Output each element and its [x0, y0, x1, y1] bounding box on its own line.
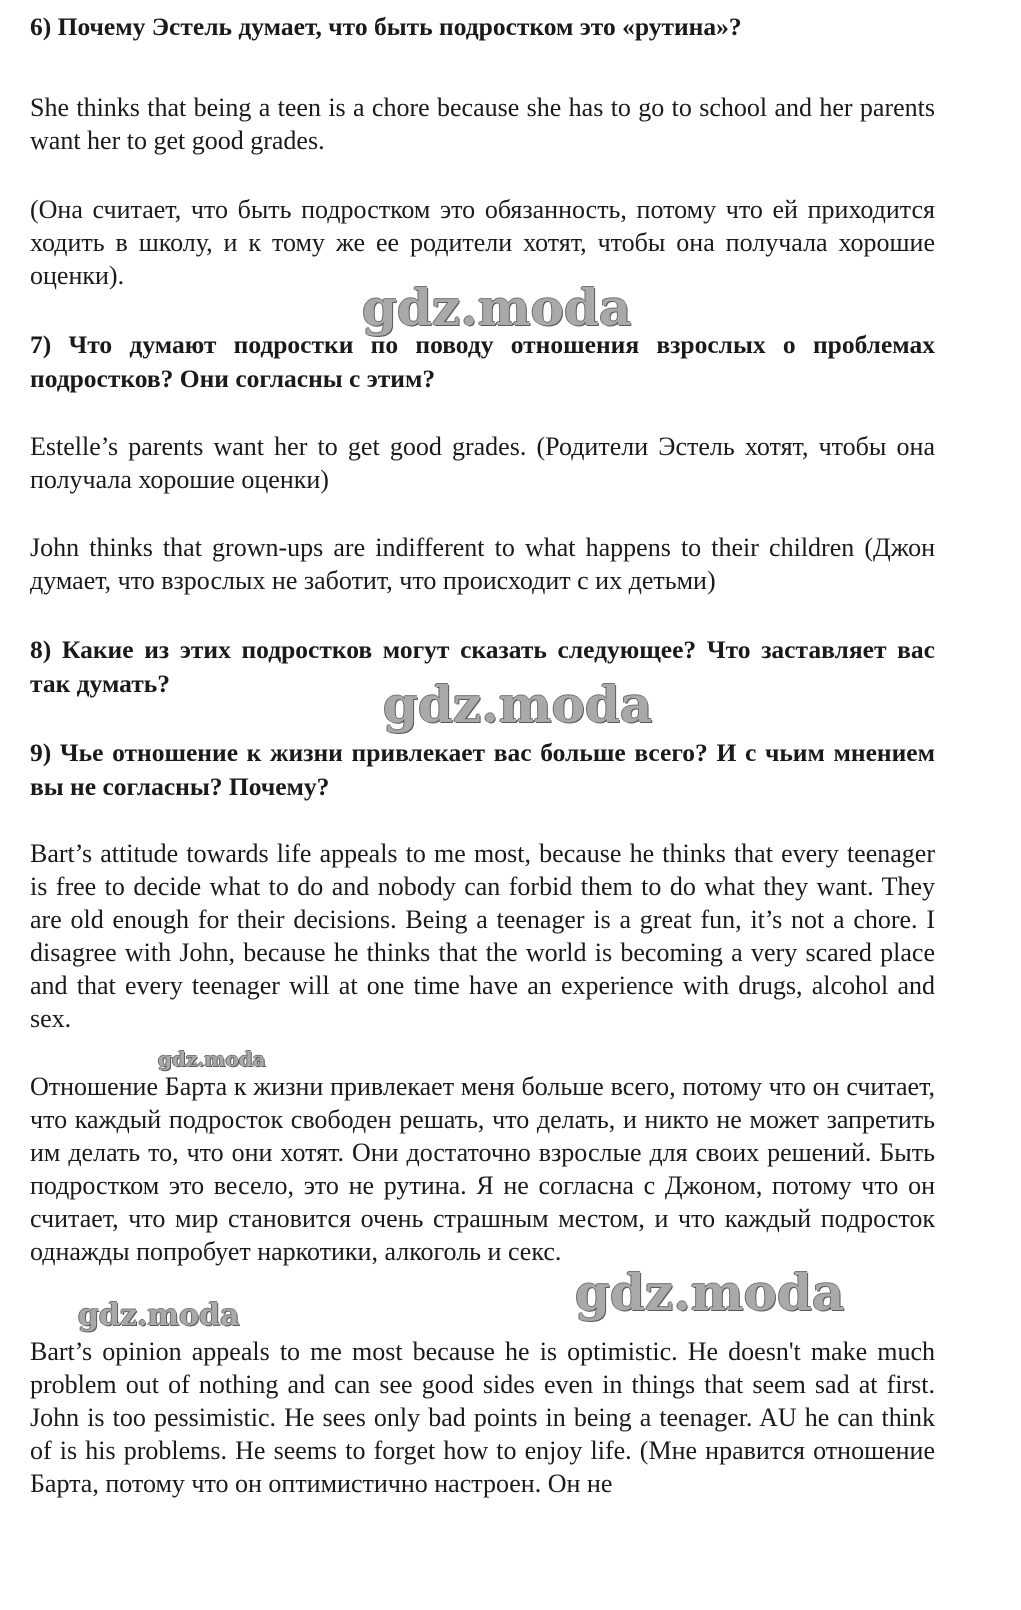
- answer-6-english: She thinks that being a teen is a chore because she has to go to school and her parents want her to get good grades.: [30, 93, 935, 155]
- answer-7-estelle: Estelle’s parents want her to get good grades. (Родители Эстель хотят, чтобы она получала хорошие оценки): [30, 432, 935, 494]
- watermark-logo: gdz.moda: [78, 1298, 240, 1333]
- watermark-logo: gdz.moda: [362, 278, 632, 337]
- answer-7-john: John thinks that grown-ups are indifferent to what happens to their children (Джон думает, что взрослых не заботит, что происходит с их детьми): [30, 533, 935, 595]
- answer-9-english-2: Bart’s opinion appeals to me most because he is optimistic. He doesn't make much problem out of nothing and can see good sides even in things that seem sad at first. John is too pessimistic. He sees only bad points in being a teenager. AU he can think of is his problems. He seems to forget how to enjoy life. (Мне нравится отношение Барта, потому что он оптимистично настроен. Он не: [30, 1337, 935, 1498]
- question-7: 7) Что думают подростки по поводу отношения взрослых о проблемах подростков? Они согласны с этим?: [30, 330, 935, 393]
- answer-9-russian: Отношение Барта к жизни привлекает меня больше всего, потому что он считает, что каждый подросток свободен решать, что делать, и никто не может запретить им делать то, что они хотят. Они достаточно взрослые для своих решений. Быть подростком это весело, это не рутина. Я не согласна с Джоном, потому что он считает, что мир становится очень страшным местом, и что каждый подросток однажды попробует наркотики, алкоголь и секс.: [30, 1072, 935, 1266]
- question-8: 8) Какие из этих подростков могут сказать следующее? Что заставляет вас так думать?: [30, 635, 935, 698]
- watermark-logo: gdz.moda: [575, 1263, 845, 1322]
- answer-9-english: Bart’s attitude towards life appeals to me most, because he thinks that every teenager is free to decide what to do and nobody can forbid them to do what they want. They are old enough for their decisions. Being a teenager is a great fun, it’s not a chore. I disagree with John, because he thinks that the world is becoming a very scared place and that every teenager will at one time have an experience with drugs, alcohol and sex.: [30, 839, 935, 1033]
- question-9: 9) Чье отношение к жизни привлекает вас больше всего? И с чьим мнением вы не согласны? Почему?: [30, 738, 935, 801]
- question-6: 6) Почему Эстель думает, что быть подростком это «рутина»?: [30, 12, 742, 41]
- watermark-logo: gdz.moda: [158, 1047, 266, 1071]
- watermark-logo: gdz.moda: [383, 675, 653, 734]
- answer-6-russian: (Она считает, что быть подростком это обязанность, потому что ей приходится ходить в школу, и к тому же ее родители хотят, чтобы она получала хорошие оценки).: [30, 195, 935, 290]
